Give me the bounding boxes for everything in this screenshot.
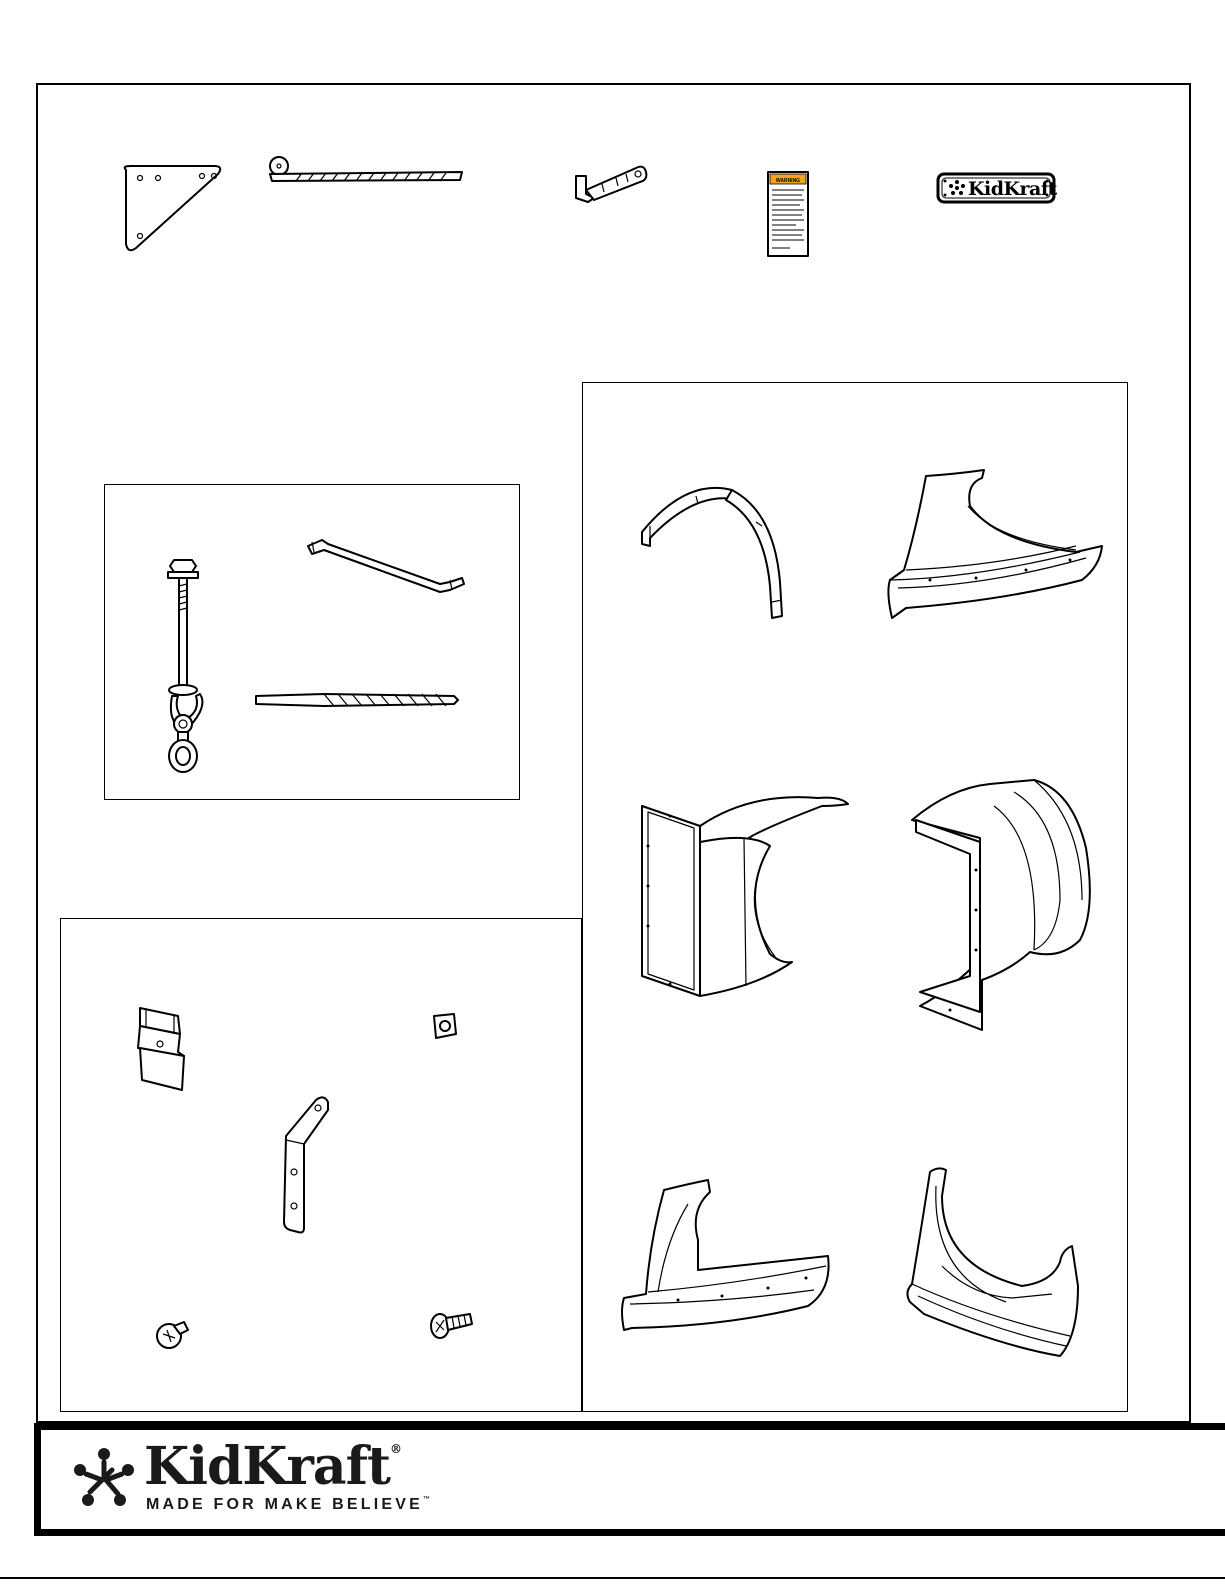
- clip-bracket-icon: [134, 1004, 198, 1096]
- drill-bit-icon: [254, 690, 464, 712]
- slide-section-left-icon: [640, 786, 850, 1018]
- warning-label-header: WARNING: [775, 178, 801, 184]
- slide-section-top-icon: [886, 470, 1104, 628]
- square-nut-icon: [430, 1012, 460, 1042]
- slide-exit-right-icon: [902, 1166, 1090, 1366]
- warning-label-icon: [766, 170, 812, 260]
- tie-rod-icon: [266, 154, 466, 189]
- truss-screw-icon: [152, 1316, 192, 1352]
- swing-hanger-icon: [572, 158, 662, 208]
- corner-bracket-icon: [118, 164, 228, 254]
- brand-name: KidKraft®: [144, 1436, 401, 1497]
- flat-screw-icon: [426, 1306, 476, 1342]
- brand-tagline: MADE FOR MAKE BELIEVE™: [146, 1496, 430, 1513]
- name-plate-text: KidKraft: [968, 178, 1057, 200]
- slide-rail-icon: [636, 482, 796, 622]
- swivel-hook-icon: [160, 556, 220, 778]
- page-bottom-rule: [0, 1577, 1225, 1579]
- slide-section-right-icon: [910, 780, 1110, 1030]
- angle-bracket-icon: [272, 1092, 336, 1234]
- slide-exit-left-icon: [618, 1180, 836, 1340]
- kidkraft-logo-icon: [68, 1444, 140, 1516]
- hex-key-icon: [300, 534, 470, 604]
